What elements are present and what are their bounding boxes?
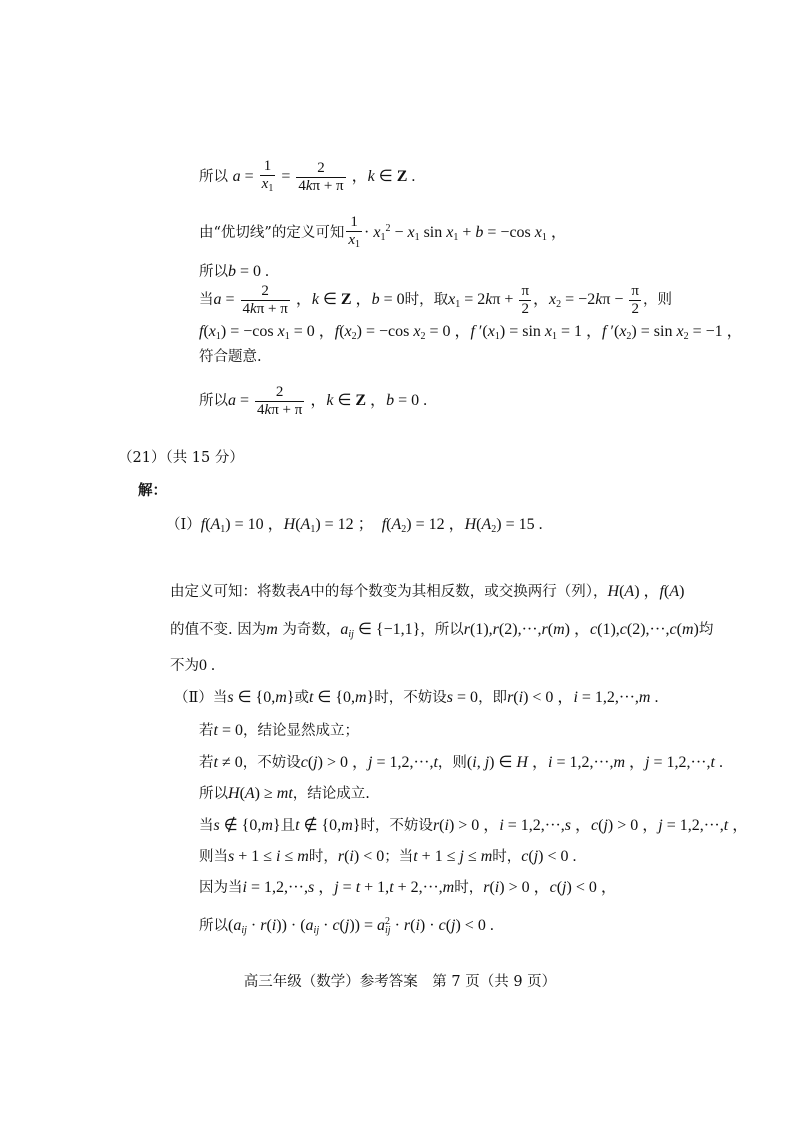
part-1-answer: $(Ⅰ)f(A_1) = 10$ ，$H(A_1) = 12$ ； $f(A_2) = 12$ ，$H(A_2) = 15$ . xyxy=(166,516,543,535)
case-general-3: 因为当i = 1,2,···,s ，j = t + 1,t + 2,···,m时，r(i) > 0 ，c(j) < 0 ， xyxy=(199,879,617,896)
part-1-text: 由定义可知：将数表A中的每个数变为其相反数，或交换两行（列），H(A) ，f(A) xyxy=(170,583,685,600)
part-1-text-2: 的值不变. 因为m 为奇数，$a_{ij}$ ∈ {−1,1}，所以r(1),r(2),···,r(m) ，c(1),c(2),···,c(m)均 xyxy=(170,621,714,640)
page-footer: 高三年级（数学）参考答案 第 7 页（共 9 页） xyxy=(243,974,557,990)
answer-line-values: $f(x_1) = -\cos$ $x_1 = 0$ ，$f(x_2) = -\cos$ $x_2 = 0$ ，f $'(x_1) = \sin x_1 = 1$ ，f $'(x_2) = \sin x_2 = -1$ ， xyxy=(199,323,743,342)
case-conclusion: 所以H(A) ≥ mt，结论成立. xyxy=(199,785,370,802)
answer-line-check: 当a = $\frac{2}{4k\pi + \pi}$ ，k ∈ Z ，b = 0时，取$x_1 = 2k\pi$ + $\frac{\pi}{2}$ ，$x_2 = -2k\pi$ − $\frac{\pi}{2}$ ，则 xyxy=(199,283,672,317)
case-general: 当s ∉ {0,m}且t ∉ {0,m}时，不妨设r(i) > 0 ，i = 1,2,···,s ，c(j) > 0 ，j = 1,2,···,t ， xyxy=(199,817,749,834)
case-general-4: 所以$(a_{ij} \cdot r(i)) \cdot (a_{ij} \cdot c(j)) = a^2_{ij} \cdot r(i) \cdot c(j) < 0$ . xyxy=(199,916,494,936)
answer-line-b: 所以b = 0 . xyxy=(199,263,270,280)
solution-label: 解： xyxy=(138,482,167,499)
part-2-intro: （Ⅱ）当s ∈ {0,m}或t ∈ {0,m}时，不妨设s = 0，即r(i) < 0 ，i = 1,2,···,m . xyxy=(174,689,659,706)
answer-line-final: 所以a = $\frac{2}{4k\pi + \pi}$ ，k ∈ Z ，b = 0 . xyxy=(199,384,428,418)
question-21-header: （21）（共 15 分） xyxy=(118,450,244,466)
answer-line-a: 所以 a = $\frac{1}{x_1}$ = $\frac{2}{4k\pi + \pi}$ ，k ∈ Z . xyxy=(199,158,416,194)
part-1-text-3: 不为0 . xyxy=(170,657,215,674)
case-general-2: 则当s + 1 ≤ i ≤ m时，r(i) < 0；当t + 1 ≤ j ≤ m时，c(j) < 0 . xyxy=(199,848,577,865)
answer-line-conclusion: 符合题意. xyxy=(199,349,262,365)
answer-line-definition: 由“优切线”的定义可知 $\frac{1}{x_1}$ · $x_1^2 - x_1$ $\sin x_1 + b = -\cos$ $x_1$ ， xyxy=(199,214,567,250)
case-t-zero: 若t = 0，结论显然成立； xyxy=(199,722,359,739)
case-t-nonzero: 若t ≠ 0，不妨设c(j) > 0 ，j = 1,2,···,t，则(i, j) ∈ H ，i = 1,2,···,m ，j = 1,2,···,t . xyxy=(199,754,723,771)
